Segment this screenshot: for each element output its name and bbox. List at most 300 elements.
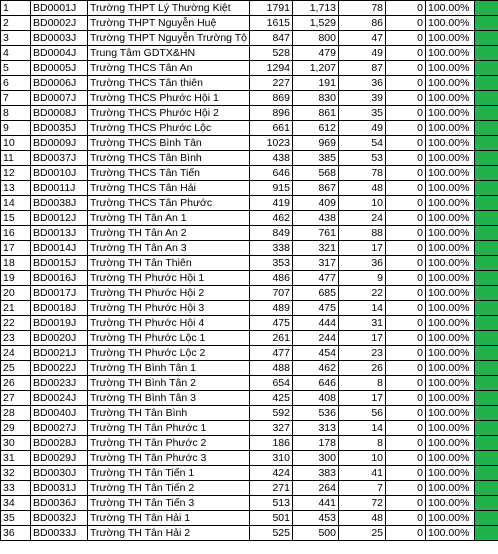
- row-number-cell[interactable]: 20: [1, 286, 31, 301]
- total-cell[interactable]: 654: [250, 376, 293, 391]
- count-a-cell[interactable]: 475: [293, 301, 339, 316]
- count-b-cell[interactable]: 39: [339, 91, 386, 106]
- count-c-cell[interactable]: 0: [386, 181, 426, 196]
- count-a-cell[interactable]: 477: [293, 271, 339, 286]
- total-cell[interactable]: 419: [250, 196, 293, 211]
- table-row[interactable]: [1, 511, 498, 526]
- table-row[interactable]: [1, 136, 498, 151]
- total-cell[interactable]: 425: [250, 391, 293, 406]
- percent-cell[interactable]: 100.00%: [426, 526, 475, 541]
- highlighted-empty-cell[interactable]: [475, 241, 498, 256]
- school-code-cell[interactable]: BD0004J: [31, 46, 88, 61]
- table-row[interactable]: [1, 421, 498, 436]
- school-code-cell[interactable]: BD0006J: [31, 76, 88, 91]
- row-number-cell[interactable]: 29: [1, 421, 31, 436]
- percent-cell[interactable]: 100.00%: [426, 391, 475, 406]
- total-cell[interactable]: 847: [250, 31, 293, 46]
- count-a-cell[interactable]: 800: [293, 31, 339, 46]
- count-b-cell[interactable]: 10: [339, 196, 386, 211]
- table-row[interactable]: [1, 1, 498, 16]
- school-name-cell[interactable]: Trường TH Phước Hội 4: [88, 316, 250, 331]
- school-code-cell[interactable]: BD0007J: [31, 91, 88, 106]
- count-c-cell[interactable]: 0: [386, 346, 426, 361]
- count-b-cell[interactable]: 31: [339, 316, 386, 331]
- total-cell[interactable]: 646: [250, 166, 293, 181]
- total-cell[interactable]: 1294: [250, 61, 293, 76]
- total-cell[interactable]: 501: [250, 511, 293, 526]
- count-a-cell[interactable]: 462: [293, 361, 339, 376]
- school-name-cell[interactable]: Trường THPT Lý Thường Kiệt: [88, 1, 250, 16]
- count-c-cell[interactable]: 0: [386, 211, 426, 226]
- highlighted-empty-cell[interactable]: [475, 421, 498, 436]
- percent-cell[interactable]: 100.00%: [426, 1, 475, 16]
- percent-cell[interactable]: 100.00%: [426, 271, 475, 286]
- total-cell[interactable]: 915: [250, 181, 293, 196]
- total-cell[interactable]: 849: [250, 226, 293, 241]
- count-c-cell[interactable]: 0: [386, 451, 426, 466]
- table-row[interactable]: [1, 451, 498, 466]
- count-a-cell[interactable]: 441: [293, 496, 339, 511]
- total-cell[interactable]: 525: [250, 526, 293, 541]
- highlighted-empty-cell[interactable]: [475, 301, 498, 316]
- count-a-cell[interactable]: 453: [293, 511, 339, 526]
- percent-cell[interactable]: 100.00%: [426, 301, 475, 316]
- count-a-cell[interactable]: 313: [293, 421, 339, 436]
- count-c-cell[interactable]: 0: [386, 466, 426, 481]
- percent-cell[interactable]: 100.00%: [426, 226, 475, 241]
- count-b-cell[interactable]: 56: [339, 406, 386, 421]
- school-code-cell[interactable]: BD0023J: [31, 376, 88, 391]
- count-b-cell[interactable]: 25: [339, 526, 386, 541]
- table-row[interactable]: [1, 121, 498, 136]
- table-row[interactable]: [1, 61, 498, 76]
- table-row[interactable]: [1, 526, 498, 541]
- row-number-cell[interactable]: 36: [1, 526, 31, 541]
- school-name-cell[interactable]: Trường THCS Bình Tân: [88, 136, 250, 151]
- count-a-cell[interactable]: 409: [293, 196, 339, 211]
- total-cell[interactable]: 513: [250, 496, 293, 511]
- highlighted-empty-cell[interactable]: [475, 151, 498, 166]
- total-cell[interactable]: 486: [250, 271, 293, 286]
- school-name-cell[interactable]: Trường TH Tân Tiến 2: [88, 481, 250, 496]
- percent-cell[interactable]: 100.00%: [426, 421, 475, 436]
- school-name-cell[interactable]: Trường THCS Tân Hải: [88, 181, 250, 196]
- table-row[interactable]: [1, 391, 498, 406]
- percent-cell[interactable]: 100.00%: [426, 106, 475, 121]
- total-cell[interactable]: 227: [250, 76, 293, 91]
- total-cell[interactable]: 271: [250, 481, 293, 496]
- count-a-cell[interactable]: 1,529: [293, 16, 339, 31]
- row-number-cell[interactable]: 30: [1, 436, 31, 451]
- count-a-cell[interactable]: 454: [293, 346, 339, 361]
- school-name-cell[interactable]: Trường TH Tân An 1: [88, 211, 250, 226]
- school-name-cell[interactable]: Trường TH Tân Tiến 3: [88, 496, 250, 511]
- table-row[interactable]: [1, 151, 498, 166]
- highlighted-empty-cell[interactable]: [475, 376, 498, 391]
- percent-cell[interactable]: 100.00%: [426, 316, 475, 331]
- percent-cell[interactable]: 100.00%: [426, 466, 475, 481]
- count-b-cell[interactable]: 22: [339, 286, 386, 301]
- count-b-cell[interactable]: 9: [339, 271, 386, 286]
- row-number-cell[interactable]: 8: [1, 106, 31, 121]
- school-name-cell[interactable]: Trường TH Tân An 2: [88, 226, 250, 241]
- school-code-cell[interactable]: BD0037J: [31, 151, 88, 166]
- table-row[interactable]: [1, 301, 498, 316]
- row-number-cell[interactable]: 33: [1, 481, 31, 496]
- count-a-cell[interactable]: 685: [293, 286, 339, 301]
- school-code-cell[interactable]: BD0031J: [31, 481, 88, 496]
- total-cell[interactable]: 896: [250, 106, 293, 121]
- school-code-cell[interactable]: BD0036J: [31, 496, 88, 511]
- percent-cell[interactable]: 100.00%: [426, 211, 475, 226]
- highlighted-empty-cell[interactable]: [475, 271, 498, 286]
- percent-cell[interactable]: 100.00%: [426, 331, 475, 346]
- count-c-cell[interactable]: 0: [386, 391, 426, 406]
- highlighted-empty-cell[interactable]: [475, 361, 498, 376]
- percent-cell[interactable]: 100.00%: [426, 511, 475, 526]
- row-number-cell[interactable]: 32: [1, 466, 31, 481]
- total-cell[interactable]: 462: [250, 211, 293, 226]
- school-code-cell[interactable]: BD0033J: [31, 526, 88, 541]
- school-code-cell[interactable]: BD0019J: [31, 316, 88, 331]
- total-cell[interactable]: 528: [250, 46, 293, 61]
- row-number-cell[interactable]: 16: [1, 226, 31, 241]
- school-code-cell[interactable]: BD0020J: [31, 331, 88, 346]
- table-row[interactable]: [1, 46, 498, 61]
- total-cell[interactable]: 327: [250, 421, 293, 436]
- table-row[interactable]: [1, 376, 498, 391]
- highlighted-empty-cell[interactable]: [475, 91, 498, 106]
- school-code-cell[interactable]: BD0030J: [31, 466, 88, 481]
- row-number-cell[interactable]: 2: [1, 16, 31, 31]
- highlighted-empty-cell[interactable]: [475, 76, 498, 91]
- school-name-cell[interactable]: Trường THCS Tân An: [88, 61, 250, 76]
- school-name-cell[interactable]: Trường THCS Tân thiên: [88, 76, 250, 91]
- school-name-cell[interactable]: Trường THCS Phước Lộc: [88, 121, 250, 136]
- count-c-cell[interactable]: 0: [386, 406, 426, 421]
- school-name-cell[interactable]: Trường TH Phước Lộc 2: [88, 346, 250, 361]
- highlighted-empty-cell[interactable]: [475, 526, 498, 541]
- count-c-cell[interactable]: 0: [386, 526, 426, 541]
- count-c-cell[interactable]: 0: [386, 76, 426, 91]
- percent-cell[interactable]: 100.00%: [426, 136, 475, 151]
- percent-cell[interactable]: 100.00%: [426, 496, 475, 511]
- total-cell[interactable]: 592: [250, 406, 293, 421]
- count-b-cell[interactable]: 36: [339, 76, 386, 91]
- highlighted-empty-cell[interactable]: [475, 406, 498, 421]
- count-b-cell[interactable]: 24: [339, 211, 386, 226]
- count-b-cell[interactable]: 49: [339, 46, 386, 61]
- percent-cell[interactable]: 100.00%: [426, 241, 475, 256]
- count-a-cell[interactable]: 264: [293, 481, 339, 496]
- percent-cell[interactable]: 100.00%: [426, 286, 475, 301]
- school-code-cell[interactable]: BD0040J: [31, 406, 88, 421]
- count-a-cell[interactable]: 568: [293, 166, 339, 181]
- count-b-cell[interactable]: 35: [339, 106, 386, 121]
- school-code-cell[interactable]: BD0038J: [31, 196, 88, 211]
- table-row[interactable]: [1, 271, 498, 286]
- row-number-cell[interactable]: 26: [1, 376, 31, 391]
- school-name-cell[interactable]: Trường TH Tân Thiên: [88, 256, 250, 271]
- highlighted-empty-cell[interactable]: [475, 106, 498, 121]
- count-a-cell[interactable]: 244: [293, 331, 339, 346]
- count-c-cell[interactable]: 0: [386, 136, 426, 151]
- count-c-cell[interactable]: 0: [386, 121, 426, 136]
- percent-cell[interactable]: 100.00%: [426, 46, 475, 61]
- table-row[interactable]: [1, 286, 498, 301]
- count-a-cell[interactable]: 830: [293, 91, 339, 106]
- percent-cell[interactable]: 100.00%: [426, 436, 475, 451]
- percent-cell[interactable]: 100.00%: [426, 481, 475, 496]
- count-b-cell[interactable]: 78: [339, 1, 386, 16]
- row-number-cell[interactable]: 34: [1, 496, 31, 511]
- table-row[interactable]: [1, 361, 498, 376]
- percent-cell[interactable]: 100.00%: [426, 121, 475, 136]
- table-row[interactable]: [1, 76, 498, 91]
- school-code-cell[interactable]: BD0028J: [31, 436, 88, 451]
- count-b-cell[interactable]: 7: [339, 481, 386, 496]
- count-a-cell[interactable]: 761: [293, 226, 339, 241]
- highlighted-empty-cell[interactable]: [475, 391, 498, 406]
- school-code-cell[interactable]: BD0024J: [31, 391, 88, 406]
- total-cell[interactable]: 424: [250, 466, 293, 481]
- count-b-cell[interactable]: 41: [339, 466, 386, 481]
- row-number-cell[interactable]: 23: [1, 331, 31, 346]
- highlighted-empty-cell[interactable]: [475, 451, 498, 466]
- highlighted-empty-cell[interactable]: [475, 196, 498, 211]
- highlighted-empty-cell[interactable]: [475, 331, 498, 346]
- percent-cell[interactable]: 100.00%: [426, 91, 475, 106]
- count-a-cell[interactable]: 479: [293, 46, 339, 61]
- table-row[interactable]: [1, 196, 498, 211]
- count-b-cell[interactable]: 54: [339, 136, 386, 151]
- row-number-cell[interactable]: 5: [1, 61, 31, 76]
- table-row[interactable]: [1, 226, 498, 241]
- total-cell[interactable]: 489: [250, 301, 293, 316]
- percent-cell[interactable]: 100.00%: [426, 61, 475, 76]
- count-c-cell[interactable]: 0: [386, 256, 426, 271]
- count-c-cell[interactable]: 0: [386, 331, 426, 346]
- school-name-cell[interactable]: Trường TH Bình Tân 1: [88, 361, 250, 376]
- highlighted-empty-cell[interactable]: [475, 61, 498, 76]
- school-code-cell[interactable]: BD0014J: [31, 241, 88, 256]
- count-c-cell[interactable]: 0: [386, 1, 426, 16]
- school-code-cell[interactable]: BD0032J: [31, 511, 88, 526]
- total-cell[interactable]: 869: [250, 91, 293, 106]
- highlighted-empty-cell[interactable]: [475, 511, 498, 526]
- school-name-cell[interactable]: Trường TH Phước Hội 1: [88, 271, 250, 286]
- school-name-cell[interactable]: Trung Tâm GDTX&HN: [88, 46, 250, 61]
- row-number-cell[interactable]: 4: [1, 46, 31, 61]
- count-b-cell[interactable]: 47: [339, 31, 386, 46]
- total-cell[interactable]: 310: [250, 451, 293, 466]
- count-c-cell[interactable]: 0: [386, 316, 426, 331]
- count-c-cell[interactable]: 0: [386, 271, 426, 286]
- row-number-cell[interactable]: 28: [1, 406, 31, 421]
- count-c-cell[interactable]: 0: [386, 361, 426, 376]
- school-code-cell[interactable]: BD0022J: [31, 361, 88, 376]
- row-number-cell[interactable]: 11: [1, 151, 31, 166]
- highlighted-empty-cell[interactable]: [475, 211, 498, 226]
- percent-cell[interactable]: 100.00%: [426, 16, 475, 31]
- count-b-cell[interactable]: 8: [339, 376, 386, 391]
- school-code-cell[interactable]: BD0005J: [31, 61, 88, 76]
- row-number-cell[interactable]: 1: [1, 1, 31, 16]
- school-name-cell[interactable]: Trường TH Tân Hải 1: [88, 511, 250, 526]
- school-code-cell[interactable]: BD0001J: [31, 1, 88, 16]
- count-a-cell[interactable]: 1,207: [293, 61, 339, 76]
- percent-cell[interactable]: 100.00%: [426, 196, 475, 211]
- school-name-cell[interactable]: Trường TH Phước Hội 3: [88, 301, 250, 316]
- school-name-cell[interactable]: Trường TH Tân Phước 2: [88, 436, 250, 451]
- row-number-cell[interactable]: 3: [1, 31, 31, 46]
- table-row[interactable]: [1, 181, 498, 196]
- count-b-cell[interactable]: 78: [339, 166, 386, 181]
- school-code-cell[interactable]: BD0015J: [31, 256, 88, 271]
- highlighted-empty-cell[interactable]: [475, 316, 498, 331]
- row-number-cell[interactable]: 7: [1, 91, 31, 106]
- percent-cell[interactable]: 100.00%: [426, 451, 475, 466]
- school-code-cell[interactable]: BD0002J: [31, 16, 88, 31]
- school-name-cell[interactable]: Trường THCS Phước Hội 2: [88, 106, 250, 121]
- count-c-cell[interactable]: 0: [386, 511, 426, 526]
- highlighted-empty-cell[interactable]: [475, 496, 498, 511]
- school-code-cell[interactable]: BD0035J: [31, 121, 88, 136]
- school-name-cell[interactable]: Trường TH Tân Phước 1: [88, 421, 250, 436]
- count-a-cell[interactable]: 408: [293, 391, 339, 406]
- row-number-cell[interactable]: 17: [1, 241, 31, 256]
- school-name-cell[interactable]: Trường TH Bình Tân 3: [88, 391, 250, 406]
- school-code-cell[interactable]: BD0013J: [31, 226, 88, 241]
- count-b-cell[interactable]: 88: [339, 226, 386, 241]
- school-code-cell[interactable]: BD0017J: [31, 286, 88, 301]
- total-cell[interactable]: 477: [250, 346, 293, 361]
- count-c-cell[interactable]: 0: [386, 91, 426, 106]
- school-code-cell[interactable]: BD0018J: [31, 301, 88, 316]
- count-c-cell[interactable]: 0: [386, 31, 426, 46]
- count-c-cell[interactable]: 0: [386, 61, 426, 76]
- school-name-cell[interactable]: Trường TH Bình Tân 2: [88, 376, 250, 391]
- row-number-cell[interactable]: 25: [1, 361, 31, 376]
- highlighted-empty-cell[interactable]: [475, 121, 498, 136]
- total-cell[interactable]: 338: [250, 241, 293, 256]
- count-c-cell[interactable]: 0: [386, 496, 426, 511]
- count-b-cell[interactable]: 14: [339, 421, 386, 436]
- table-row[interactable]: [1, 496, 498, 511]
- count-a-cell[interactable]: 191: [293, 76, 339, 91]
- count-c-cell[interactable]: 0: [386, 481, 426, 496]
- school-code-cell[interactable]: BD0016J: [31, 271, 88, 286]
- total-cell[interactable]: 661: [250, 121, 293, 136]
- table-row[interactable]: [1, 106, 498, 121]
- percent-cell[interactable]: 100.00%: [426, 346, 475, 361]
- highlighted-empty-cell[interactable]: [475, 1, 498, 16]
- total-cell[interactable]: 488: [250, 361, 293, 376]
- school-code-cell[interactable]: BD0003J: [31, 31, 88, 46]
- count-c-cell[interactable]: 0: [386, 421, 426, 436]
- row-number-cell[interactable]: 27: [1, 391, 31, 406]
- school-code-cell[interactable]: BD0008J: [31, 106, 88, 121]
- count-c-cell[interactable]: 0: [386, 376, 426, 391]
- table-row[interactable]: [1, 406, 498, 421]
- count-c-cell[interactable]: 0: [386, 151, 426, 166]
- count-b-cell[interactable]: 49: [339, 121, 386, 136]
- school-name-cell[interactable]: Trường TH Phước Lộc 1: [88, 331, 250, 346]
- count-c-cell[interactable]: 0: [386, 286, 426, 301]
- row-number-cell[interactable]: 15: [1, 211, 31, 226]
- count-a-cell[interactable]: 317: [293, 256, 339, 271]
- highlighted-empty-cell[interactable]: [475, 346, 498, 361]
- count-b-cell[interactable]: 48: [339, 181, 386, 196]
- table-row[interactable]: [1, 466, 498, 481]
- table-row[interactable]: [1, 346, 498, 361]
- school-code-cell[interactable]: BD0009J: [31, 136, 88, 151]
- count-b-cell[interactable]: 17: [339, 331, 386, 346]
- school-code-cell[interactable]: BD0029J: [31, 451, 88, 466]
- total-cell[interactable]: 438: [250, 151, 293, 166]
- school-name-cell[interactable]: Trường THCS Tân Phước: [88, 196, 250, 211]
- count-c-cell[interactable]: 0: [386, 301, 426, 316]
- row-number-cell[interactable]: 14: [1, 196, 31, 211]
- highlighted-empty-cell[interactable]: [475, 436, 498, 451]
- row-number-cell[interactable]: 18: [1, 256, 31, 271]
- table-row[interactable]: [1, 31, 498, 46]
- school-code-cell[interactable]: BD0012J: [31, 211, 88, 226]
- row-number-cell[interactable]: 6: [1, 76, 31, 91]
- count-c-cell[interactable]: 0: [386, 436, 426, 451]
- count-a-cell[interactable]: 867: [293, 181, 339, 196]
- total-cell[interactable]: 1791: [250, 1, 293, 16]
- school-code-cell[interactable]: BD0027J: [31, 421, 88, 436]
- school-code-cell[interactable]: BD0011J: [31, 181, 88, 196]
- count-a-cell[interactable]: 383: [293, 466, 339, 481]
- percent-cell[interactable]: 100.00%: [426, 31, 475, 46]
- count-a-cell[interactable]: 500: [293, 526, 339, 541]
- count-a-cell[interactable]: 612: [293, 121, 339, 136]
- count-c-cell[interactable]: 0: [386, 46, 426, 61]
- table-row[interactable]: [1, 316, 498, 331]
- table-row[interactable]: [1, 166, 498, 181]
- highlighted-empty-cell[interactable]: [475, 226, 498, 241]
- row-number-cell[interactable]: 19: [1, 271, 31, 286]
- table-row[interactable]: [1, 331, 498, 346]
- row-number-cell[interactable]: 24: [1, 346, 31, 361]
- school-name-cell[interactable]: Trường THCS Tân Bình: [88, 151, 250, 166]
- row-number-cell[interactable]: 12: [1, 166, 31, 181]
- total-cell[interactable]: 1615: [250, 16, 293, 31]
- count-b-cell[interactable]: 23: [339, 346, 386, 361]
- count-a-cell[interactable]: 536: [293, 406, 339, 421]
- highlighted-empty-cell[interactable]: [475, 166, 498, 181]
- count-c-cell[interactable]: 0: [386, 226, 426, 241]
- count-b-cell[interactable]: 53: [339, 151, 386, 166]
- total-cell[interactable]: 707: [250, 286, 293, 301]
- highlighted-empty-cell[interactable]: [475, 286, 498, 301]
- school-code-cell[interactable]: BD0021J: [31, 346, 88, 361]
- count-a-cell[interactable]: 444: [293, 316, 339, 331]
- school-code-cell[interactable]: BD0010J: [31, 166, 88, 181]
- percent-cell[interactable]: 100.00%: [426, 166, 475, 181]
- row-number-cell[interactable]: 21: [1, 301, 31, 316]
- row-number-cell[interactable]: 35: [1, 511, 31, 526]
- percent-cell[interactable]: 100.00%: [426, 151, 475, 166]
- school-name-cell[interactable]: Trường THCS Tân Tiến: [88, 166, 250, 181]
- school-name-cell[interactable]: Trường TH Tân Tiến 1: [88, 466, 250, 481]
- row-number-cell[interactable]: 31: [1, 451, 31, 466]
- highlighted-empty-cell[interactable]: [475, 31, 498, 46]
- school-name-cell[interactable]: Trường THPT Nguyễn Huệ: [88, 16, 250, 31]
- highlighted-empty-cell[interactable]: [475, 256, 498, 271]
